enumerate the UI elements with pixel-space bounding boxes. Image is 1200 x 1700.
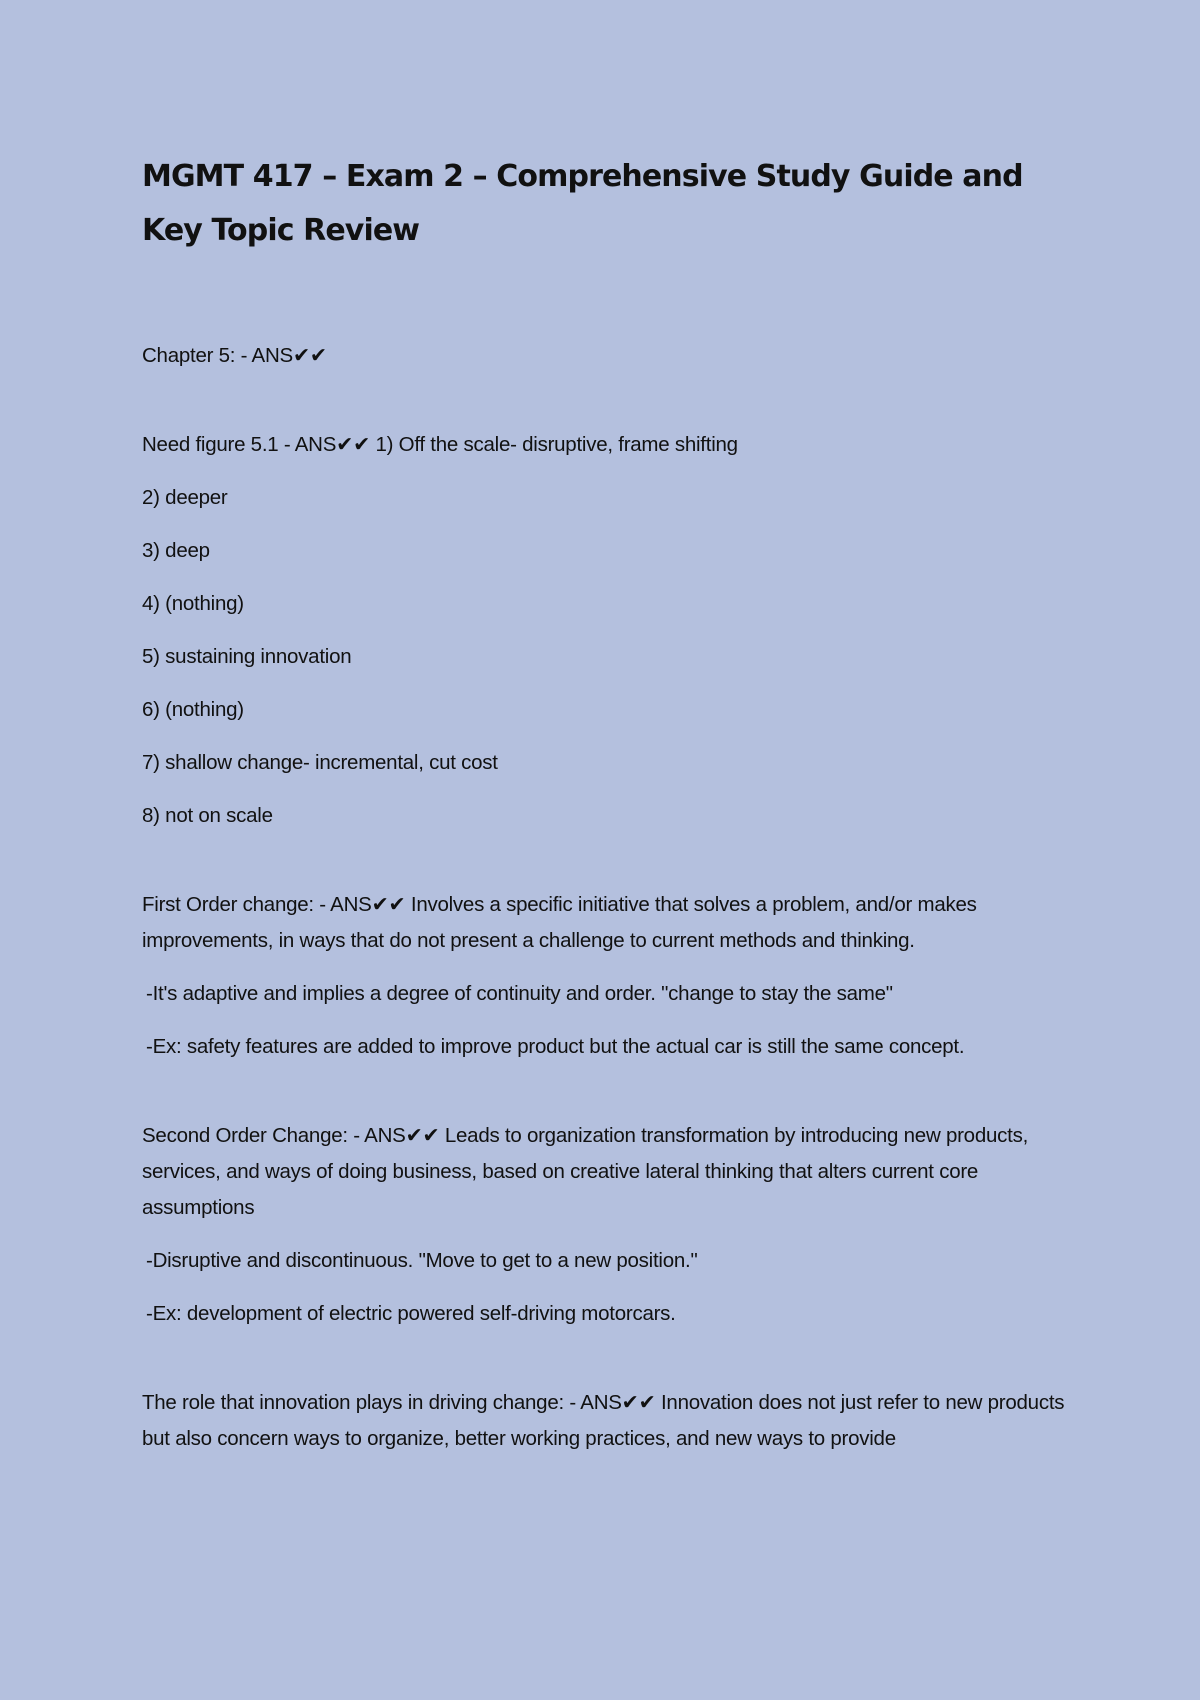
section-chapter-5 — [142, 338, 1082, 374]
list-item: 3) deep — [142, 539, 210, 562]
document-page — [142, 150, 1082, 1457]
first-order-note: -It's adaptive and implies a degree of continuity and order. "change to stay the same" — [146, 982, 893, 1005]
list-item: 2) deeper — [142, 486, 228, 509]
innovation-role-definition: The role that innovation plays in driving change: - ANS✔✔ Innovation does not just refer to new products but also concern ways to organize, better working practices, and new ways to provide — [142, 1391, 1065, 1450]
list-item: 8) not on scale — [142, 804, 273, 827]
list-item: 7) shallow change- incremental, cut cost — [142, 751, 498, 774]
chapter-heading: Chapter 5: - ANS✔✔ — [142, 344, 327, 367]
list-item: 4) (nothing) — [142, 592, 244, 615]
section-innovation-role — [142, 1385, 1082, 1457]
second-order-example: -Ex: development of electric powered self-driving motorcars. — [146, 1302, 676, 1325]
second-order-definition: Second Order Change: - ANS✔✔ Leads to organization transformation by introducing new products, services, and ways of doing business, based on creative lateral thinking that alters current core assumptions — [142, 1124, 1029, 1219]
section-figure-5-1 — [142, 427, 1082, 834]
document-title: MGMT 417 – Exam 2 – Comprehensive Study Guide and Key Topic Review — [142, 159, 1023, 248]
figure-question: Need figure 5.1 - ANS✔✔ 1) Off the scale- disruptive, frame shifting — [142, 433, 738, 456]
list-item: 5) sustaining innovation — [142, 645, 352, 668]
section-second-order-change — [142, 1118, 1082, 1332]
first-order-definition: First Order change: - ANS✔✔ Involves a specific initiative that solves a problem, and/or makes improvements, in ways that do not present a challenge to current methods and thinking. — [142, 893, 977, 952]
list-item: 6) (nothing) — [142, 698, 244, 721]
second-order-note: -Disruptive and discontinuous. "Move to get to a new position." — [146, 1249, 698, 1272]
first-order-example: -Ex: safety features are added to improve product but the actual car is still the same concept. — [146, 1035, 965, 1058]
section-first-order-change — [142, 887, 1082, 1065]
